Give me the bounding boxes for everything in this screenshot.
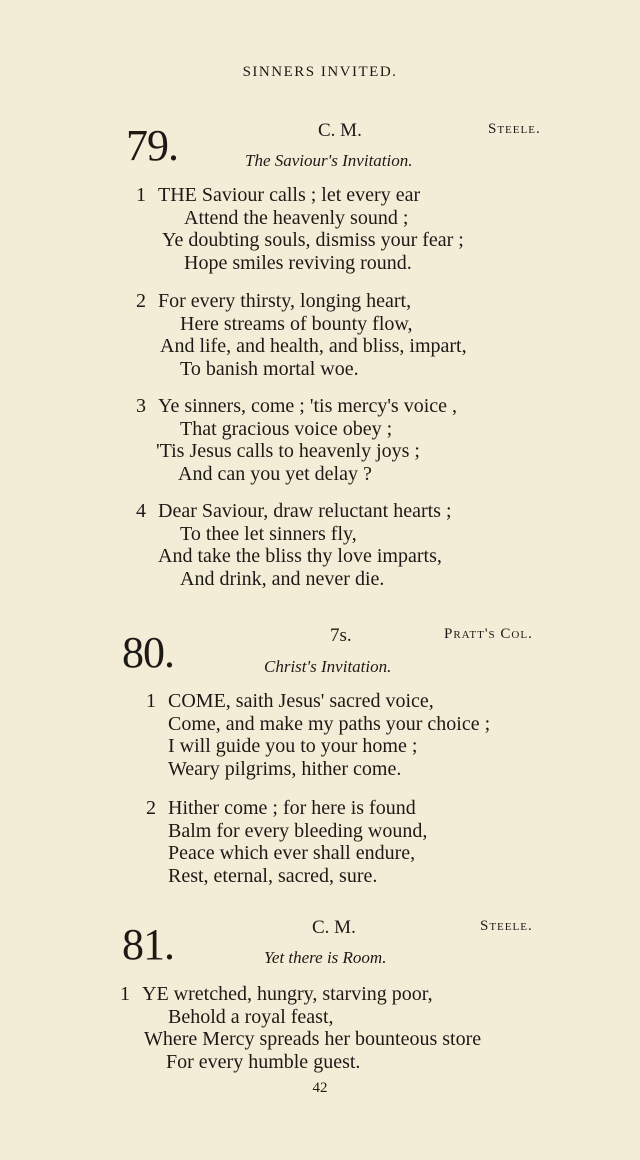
hymn-author: Steele. (480, 918, 533, 934)
stanza-number: 3 (136, 395, 146, 417)
verse-line: 1 YE wretched, hungry, starving poor, (120, 983, 433, 1005)
verse-line: Peace which ever shall endure, (168, 842, 416, 864)
stanza-number: 1 (146, 690, 156, 712)
verse-line: That gracious voice obey ; (180, 417, 393, 440)
verse-line: Behold a royal feast, (168, 1005, 334, 1028)
stanza (136, 395, 457, 485)
hymn-author: Steele. (488, 121, 541, 137)
verse-line: Here streams of bounty flow, (180, 312, 413, 335)
hymn-meter: C. M. (318, 120, 362, 141)
verse-line: For every humble guest. (166, 1050, 361, 1073)
verse-line: Come, and make my paths your choice ; (168, 712, 491, 735)
verse-line: To banish mortal woe. (180, 357, 359, 380)
hymn-title: The Saviour's Invitation. (245, 151, 413, 170)
hymn-number: 80. (122, 628, 174, 677)
stanza (146, 690, 490, 780)
verse-line: 'Tis Jesus calls to heavenly joys ; (156, 440, 420, 462)
verse-line: Rest, eternal, sacred, sure. (168, 864, 378, 887)
verse-line: 1 THE Saviour calls ; let every ear (136, 184, 421, 206)
stanza-number: 1 (120, 983, 130, 1005)
verse-line: 3 Ye sinners, come ; 'tis mercy's voice , (136, 395, 458, 417)
stanza (136, 290, 467, 380)
hymn-number: 79. (126, 121, 178, 170)
verse-line: Where Mercy spreads her bounteous store (144, 1028, 482, 1050)
verse-line: To thee let sinners fly, (180, 522, 357, 545)
hymn-number: 81. (122, 920, 174, 969)
verse-line: And life, and health, and bliss, impart, (160, 335, 467, 357)
stanza-number: 4 (136, 500, 146, 522)
verse-line: Ye doubting souls, dismiss your fear ; (162, 229, 464, 251)
stanza-number: 2 (146, 797, 156, 819)
stanza (120, 983, 481, 1073)
stanza-number: 1 (136, 184, 146, 206)
verse-line: Weary pilgrims, hither come. (168, 757, 402, 780)
verse-line: And can you yet delay ? (178, 462, 372, 485)
verse-line: 2 For every thirsty, longing heart, (136, 290, 412, 312)
hymn-meter: C. M. (312, 917, 356, 938)
verse-line: Attend the heavenly sound ; (184, 206, 409, 229)
hymn-meter: 7s. (330, 625, 352, 646)
stanza-number: 2 (136, 290, 146, 312)
verse-line: I will guide you to your home ; (168, 735, 418, 757)
stanza (136, 500, 452, 590)
verse-line: And drink, and never die. (180, 567, 385, 590)
hymn-author: Pratt's Col. (444, 626, 533, 642)
verse-line: 4 Dear Saviour, draw reluctant hearts ; (136, 500, 452, 522)
verse-line: 1 COME, saith Jesus' sacred voice, (146, 690, 434, 712)
stanza (136, 184, 464, 274)
stanza (146, 797, 427, 887)
hymn-title: Yet there is Room. (264, 948, 387, 967)
verse-line: Hope smiles reviving round. (184, 251, 412, 274)
verse-line: 2 Hither come ; for here is found (146, 797, 416, 819)
verse-line: And take the bliss thy love imparts, (158, 545, 442, 567)
running-head: SINNERS INVITED. (242, 64, 398, 80)
hymn-title: Christ's Invitation. (264, 657, 392, 676)
page-number: 42 (312, 1080, 328, 1096)
verse-line: Balm for every bleeding wound, (168, 819, 428, 842)
